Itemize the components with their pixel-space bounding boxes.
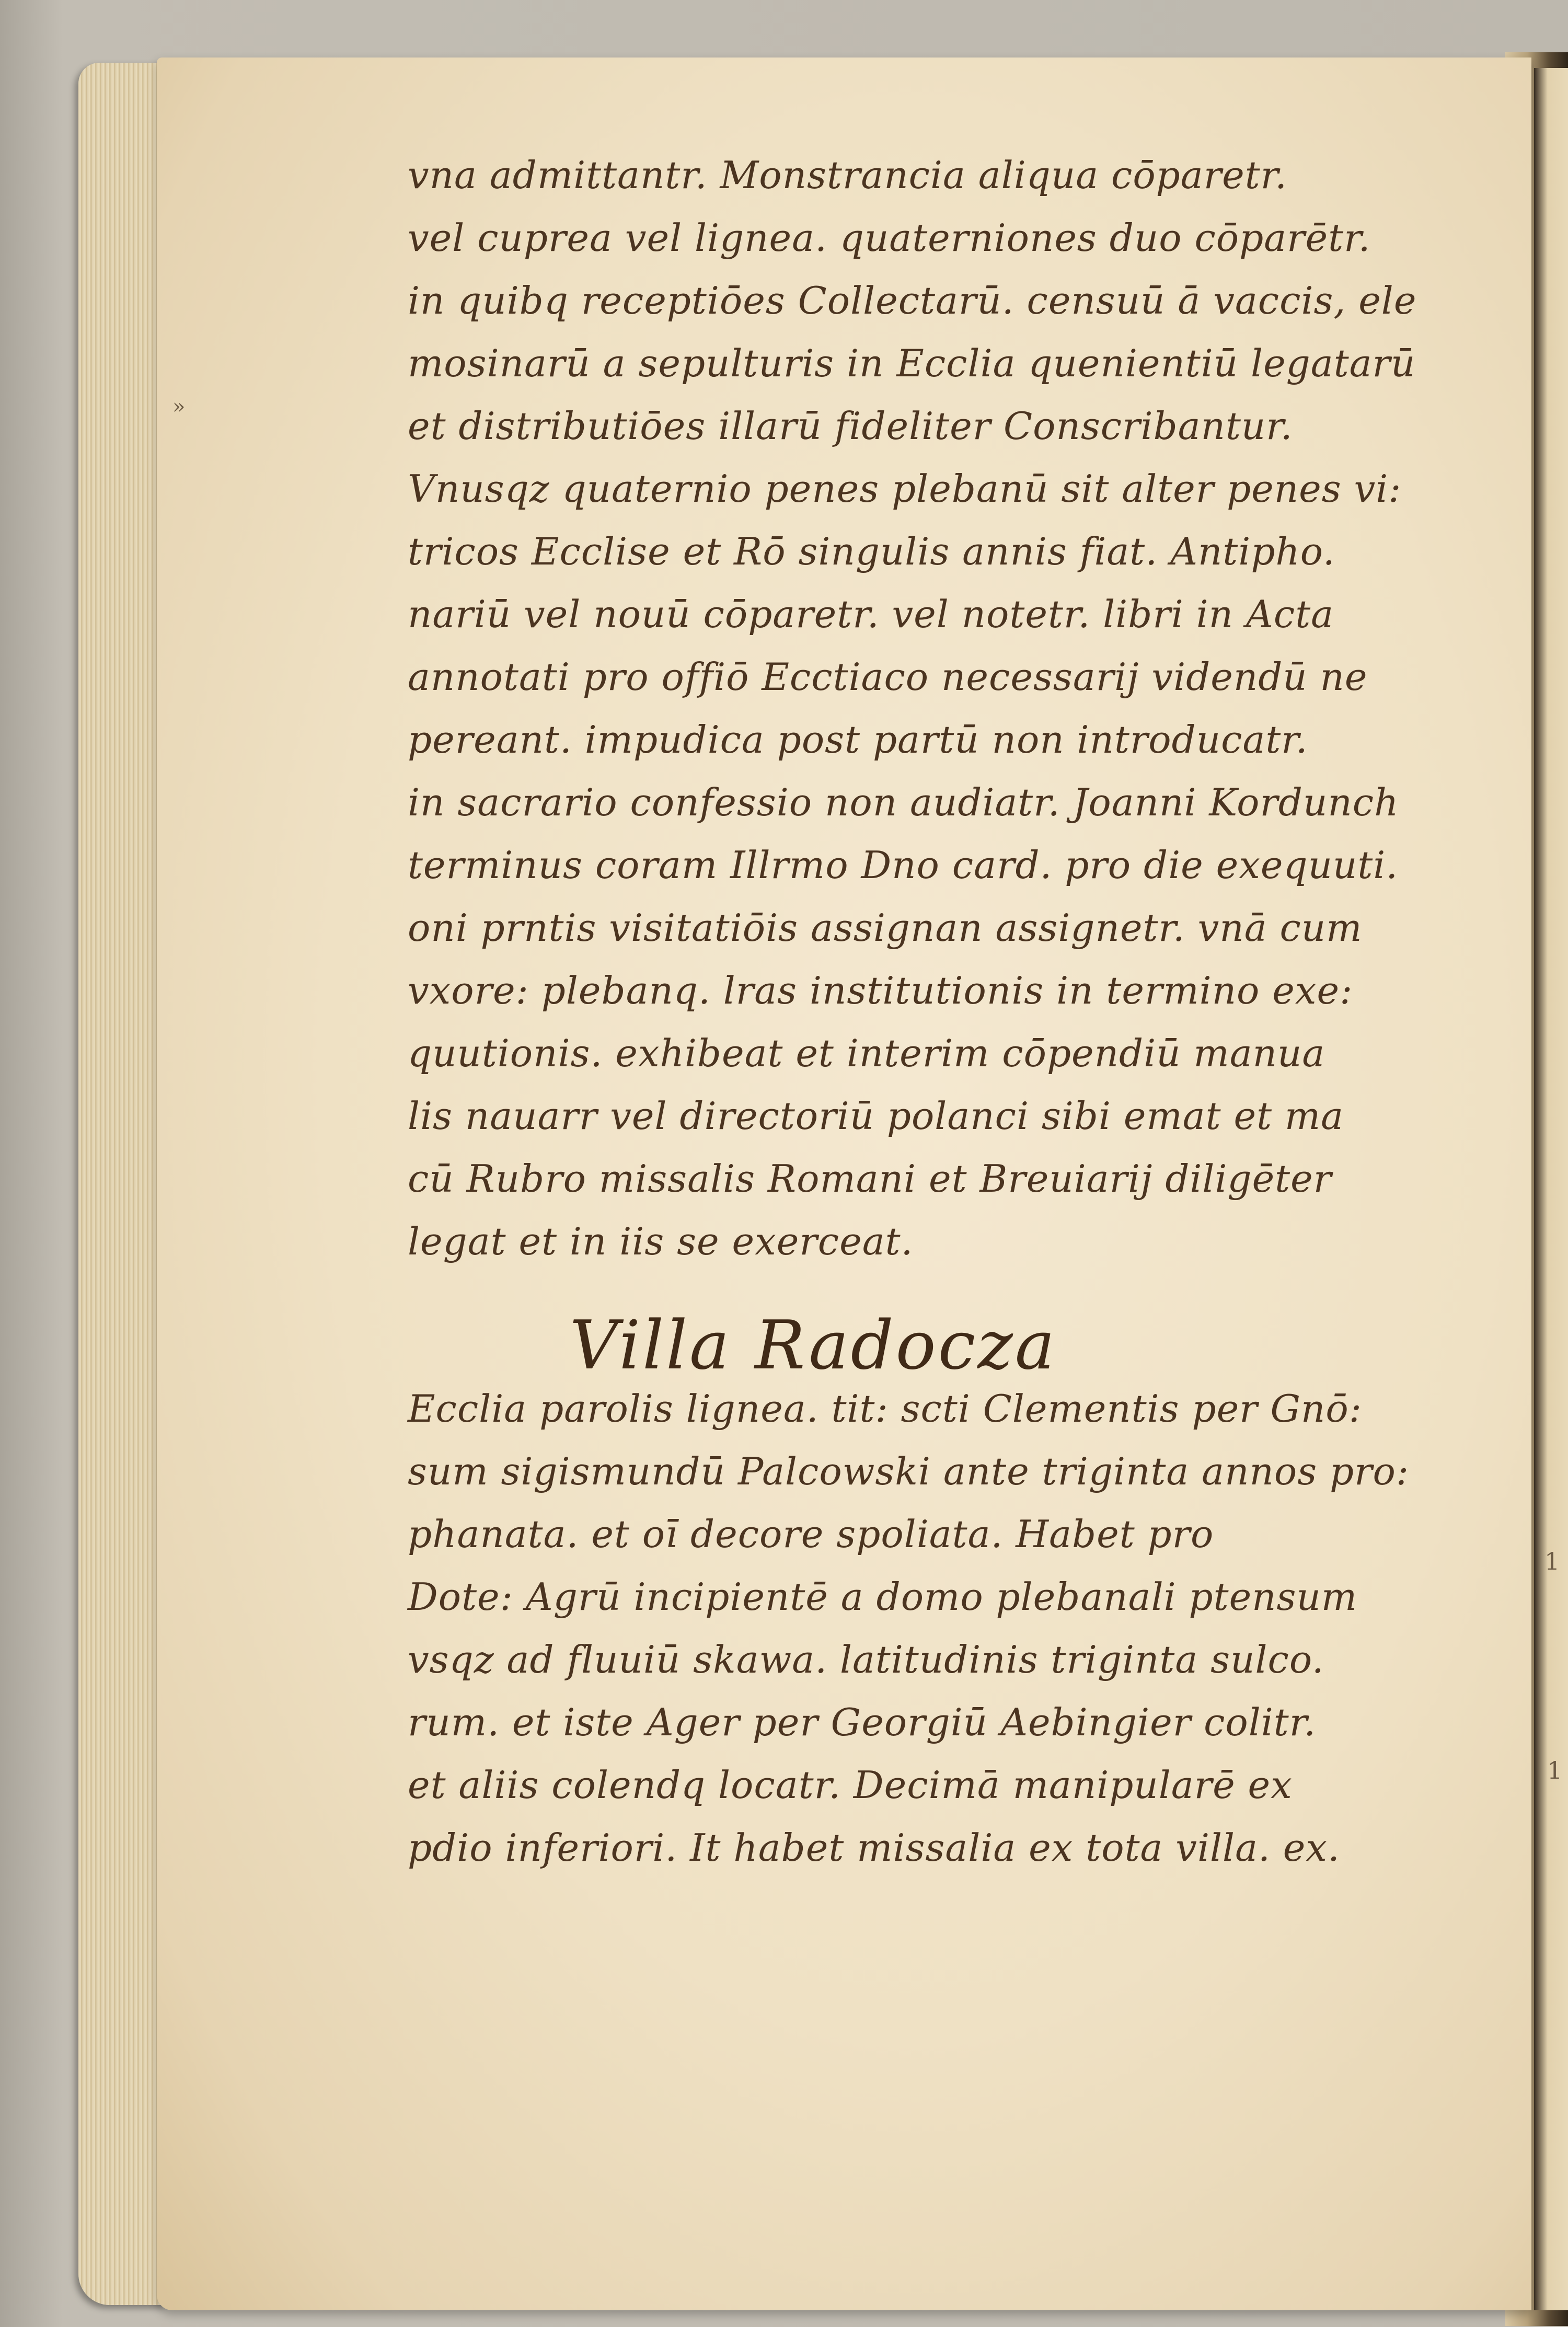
text-line: in quibq receptiōes Collectarū. censuū ā vaccis, ele [408, 279, 1417, 322]
text-line: nariū vel nouū cōparetr. vel notetr. libri in Acta [408, 592, 1334, 636]
text-line: mosinarū a sepulturis in Ecclia quenientiū legatarū [408, 341, 1416, 385]
text-line: vel cuprea vel lignea. quaterniones duo cōparētr. [408, 216, 1371, 260]
text-line: cū Rubro missalis Romani et Breuiarij diligēter [408, 1157, 1332, 1201]
text-line: Vnusqz quaternio penes plebanū sit alter penes vi: [408, 467, 1402, 511]
text-line: annotati pro offiō Ecctiaco necessarij videndū ne [408, 655, 1368, 699]
text-line: oni prntis visitatiōis assignan assignetr. vnā cum [408, 906, 1363, 950]
text-line: rum. et iste Ager per Georgiū Aebingier colitr. [408, 1700, 1317, 1744]
text-line: pereant. impudica post partū non introducatr. [408, 718, 1308, 762]
facing-page-fragment-2: 1 [1547, 1756, 1563, 1784]
text-line: terminus coram Illrmo Dno card. pro die exequuti. [408, 843, 1399, 887]
text-line: legat et in iis se exerceat. [408, 1219, 914, 1263]
text-line: in sacrario confessio non audiatr. Joanni Kordunch [408, 780, 1399, 824]
text-line: vna admittantr. Monstrancia aliqua cōparetr. [408, 153, 1288, 197]
text-line: pdio inferiori. It habet missalia ex tota villa. ex. [408, 1826, 1340, 1870]
text-line: lis nauarr vel directoriū polanci sibi emat et ma [408, 1094, 1344, 1138]
facing-page-sliver [1534, 68, 1568, 2310]
text-line: quutionis. exhibeat et interim cōpendiū manua [408, 1031, 1325, 1075]
text-line: Ecclia parolis lignea. tit: scti Clementis per Gnō: [408, 1387, 1363, 1431]
text-line: tricos Ecclise et Rō singulis annis fiat. Antipho. [408, 529, 1335, 573]
text-line: phanata. et oī decore spoliata. Habet pro [408, 1512, 1214, 1556]
section-heading: Villa Radocza [570, 1307, 1057, 1385]
text-line: et distributiōes illarū fideliter Conscribantur. [408, 404, 1293, 448]
text-line: sum sigismundū Palcowski ante triginta annos pro: [408, 1449, 1410, 1493]
margin-mark: » [172, 395, 186, 419]
text-line: et aliis colendq locatr. Decimā manipularē ex [408, 1763, 1293, 1807]
book-page-edges [78, 63, 167, 2305]
text-line: vsqz ad fluuiū skawa. latitudinis triginta sulco. [408, 1638, 1324, 1681]
text-line: vxore: plebanq. lras institutionis in termino exe: [408, 969, 1353, 1012]
facing-page-fragment-1: 1 [1544, 1547, 1560, 1575]
text-line: Dote: Agrū incipientē a domo plebanali ptensum [408, 1575, 1358, 1619]
